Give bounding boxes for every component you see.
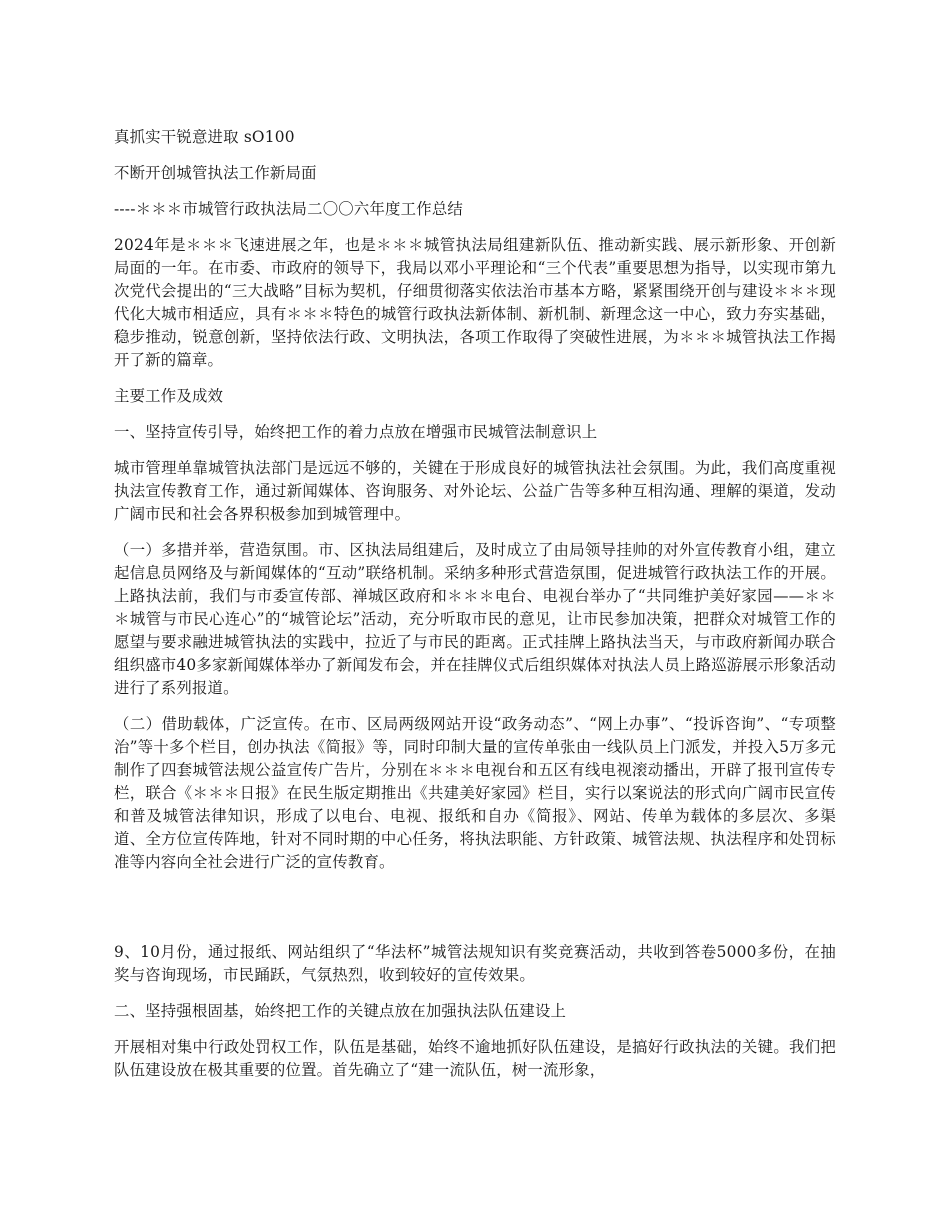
- paragraph-5: 开展相对集中行政处罚权工作，队伍是基础，始终不逾地抓好队伍建设，是搞好行政执法的关键。我们把队伍建设放在极其重要的位置。首先确立了“建一流队伍，树一流形象，: [114, 1038, 836, 1079]
- section-main-heading: 主要工作及成效: [114, 387, 224, 405]
- paragraph-2: （一）多措并举，营造氛围。市、区执法局组建后，及时成立了由局领导挂帅的对外宣传教育小组，建立起信息员网络及与新闻媒体的“互动”联络机制。采纳多种形式营造氛围，促进城管行政执法工作的开展。上路执法前，我们与市委宣传部、禅城区政府和＊＊＊电台、电视台举办了“共同维护美好家园——＊＊＊城管与市民心连心”的“城管论坛”活动，充分听取市民的意见，让市民参加决策，把群众对城管工作的愿望与要求融进城管执法的实践中，拉近了与市民的距离。正式挂牌上路执法当天，与市政府新闻办联合组织盛市40多家新闻媒体举办了新闻发布会，并在挂牌仪式后组织媒体对执法人员上路巡游展示形象活动进行了系列报道。: [114, 541, 836, 697]
- paragraph-4: 9、10月份，通过报纸、网站组织了“华法杯”城管法规知识有奖竞赛活动，共收到答卷5000多份，在抽奖与咨询现场，市民踊跃，气氛热烈，收到较好的宣传效果。: [114, 943, 836, 984]
- intro-paragraph: 2024年是＊＊＊飞速进展之年，也是＊＊＊城管执法局组建新队伍、推动新实践、展示新形象、开创新局面的一年。在市委、市政府的领导下，我局以邓小平理论和“三个代表”重要思想为指导，以实现市第九次党代会提出的“三大战略”目标为契机，仔细贯彻落实依法治市基本方略，紧紧围绕开创与建设＊＊＊现代化大城市相适应，具有＊＊＊特色的城管行政执法新体制、新机制、新理念这一中心，致力夯实基础，稳步推动，锐意创新，坚持依法行政、文明执法，各项工作取得了突破性进展，为＊＊＊城管执法工作揭开了新的篇章。: [114, 236, 836, 369]
- title-line-1: 真抓实干锐意进取 sO100: [114, 128, 295, 146]
- heading-2: 二、坚持强根固基，始终把工作的关键点放在加强执法队伍建设上: [114, 1002, 567, 1020]
- paragraph-3: （二）借助载体，广泛宣传。在市、区局两级网站开设“政务动态”、“网上办事”、“投诉咨询”、“专项整治”等十多个栏目，创办执法《简报》等，同时印制大量的宣传单张由一线队员上门派发，并投入5万多元制作了四套城管法规公益宣传广告片，分别在＊＊＊电视台和五区有线电视滚动播出，开辟了报刊宣传专栏，联合《＊＊＊日报》在民生版定期推出《共建美好家园》栏目，实行以案说法的形式向广阔市民宣传和普及城管法律知识，形成了以电台、电视、报纸和自办《简报》、网站、传单为载体的多层次、多渠道、全方位宣传阵地，针对不同时期的中心任务，将执法职能、方针政策、城管法规、执法程序和处罚标准等内容向全社会进行广泛的宣传教育。: [114, 715, 836, 871]
- paragraph-spacer: [114, 874, 836, 941]
- heading-1: 一、坚持宣传引导，始终把工作的着力点放在增强市民城管法制意识上: [114, 423, 598, 441]
- paragraph-1: 城市管理单靠城管执法部门是远远不够的，关键在于形成良好的城管执法社会氛围。为此，我们高度重视执法宣传教育工作，通过新闻媒体、咨询服务、对外论坛、公益广告等多种互相沟通、理解的渠道，发动广阔市民和社会各界积极参加到城管理中。: [114, 459, 836, 523]
- document-body: [114, 126, 836, 1082]
- title-line-2: 不断开创城管执法工作新局面: [114, 164, 317, 182]
- title-line-3: ----＊＊＊市城管行政执法局二〇〇六年度工作总结: [114, 200, 464, 218]
